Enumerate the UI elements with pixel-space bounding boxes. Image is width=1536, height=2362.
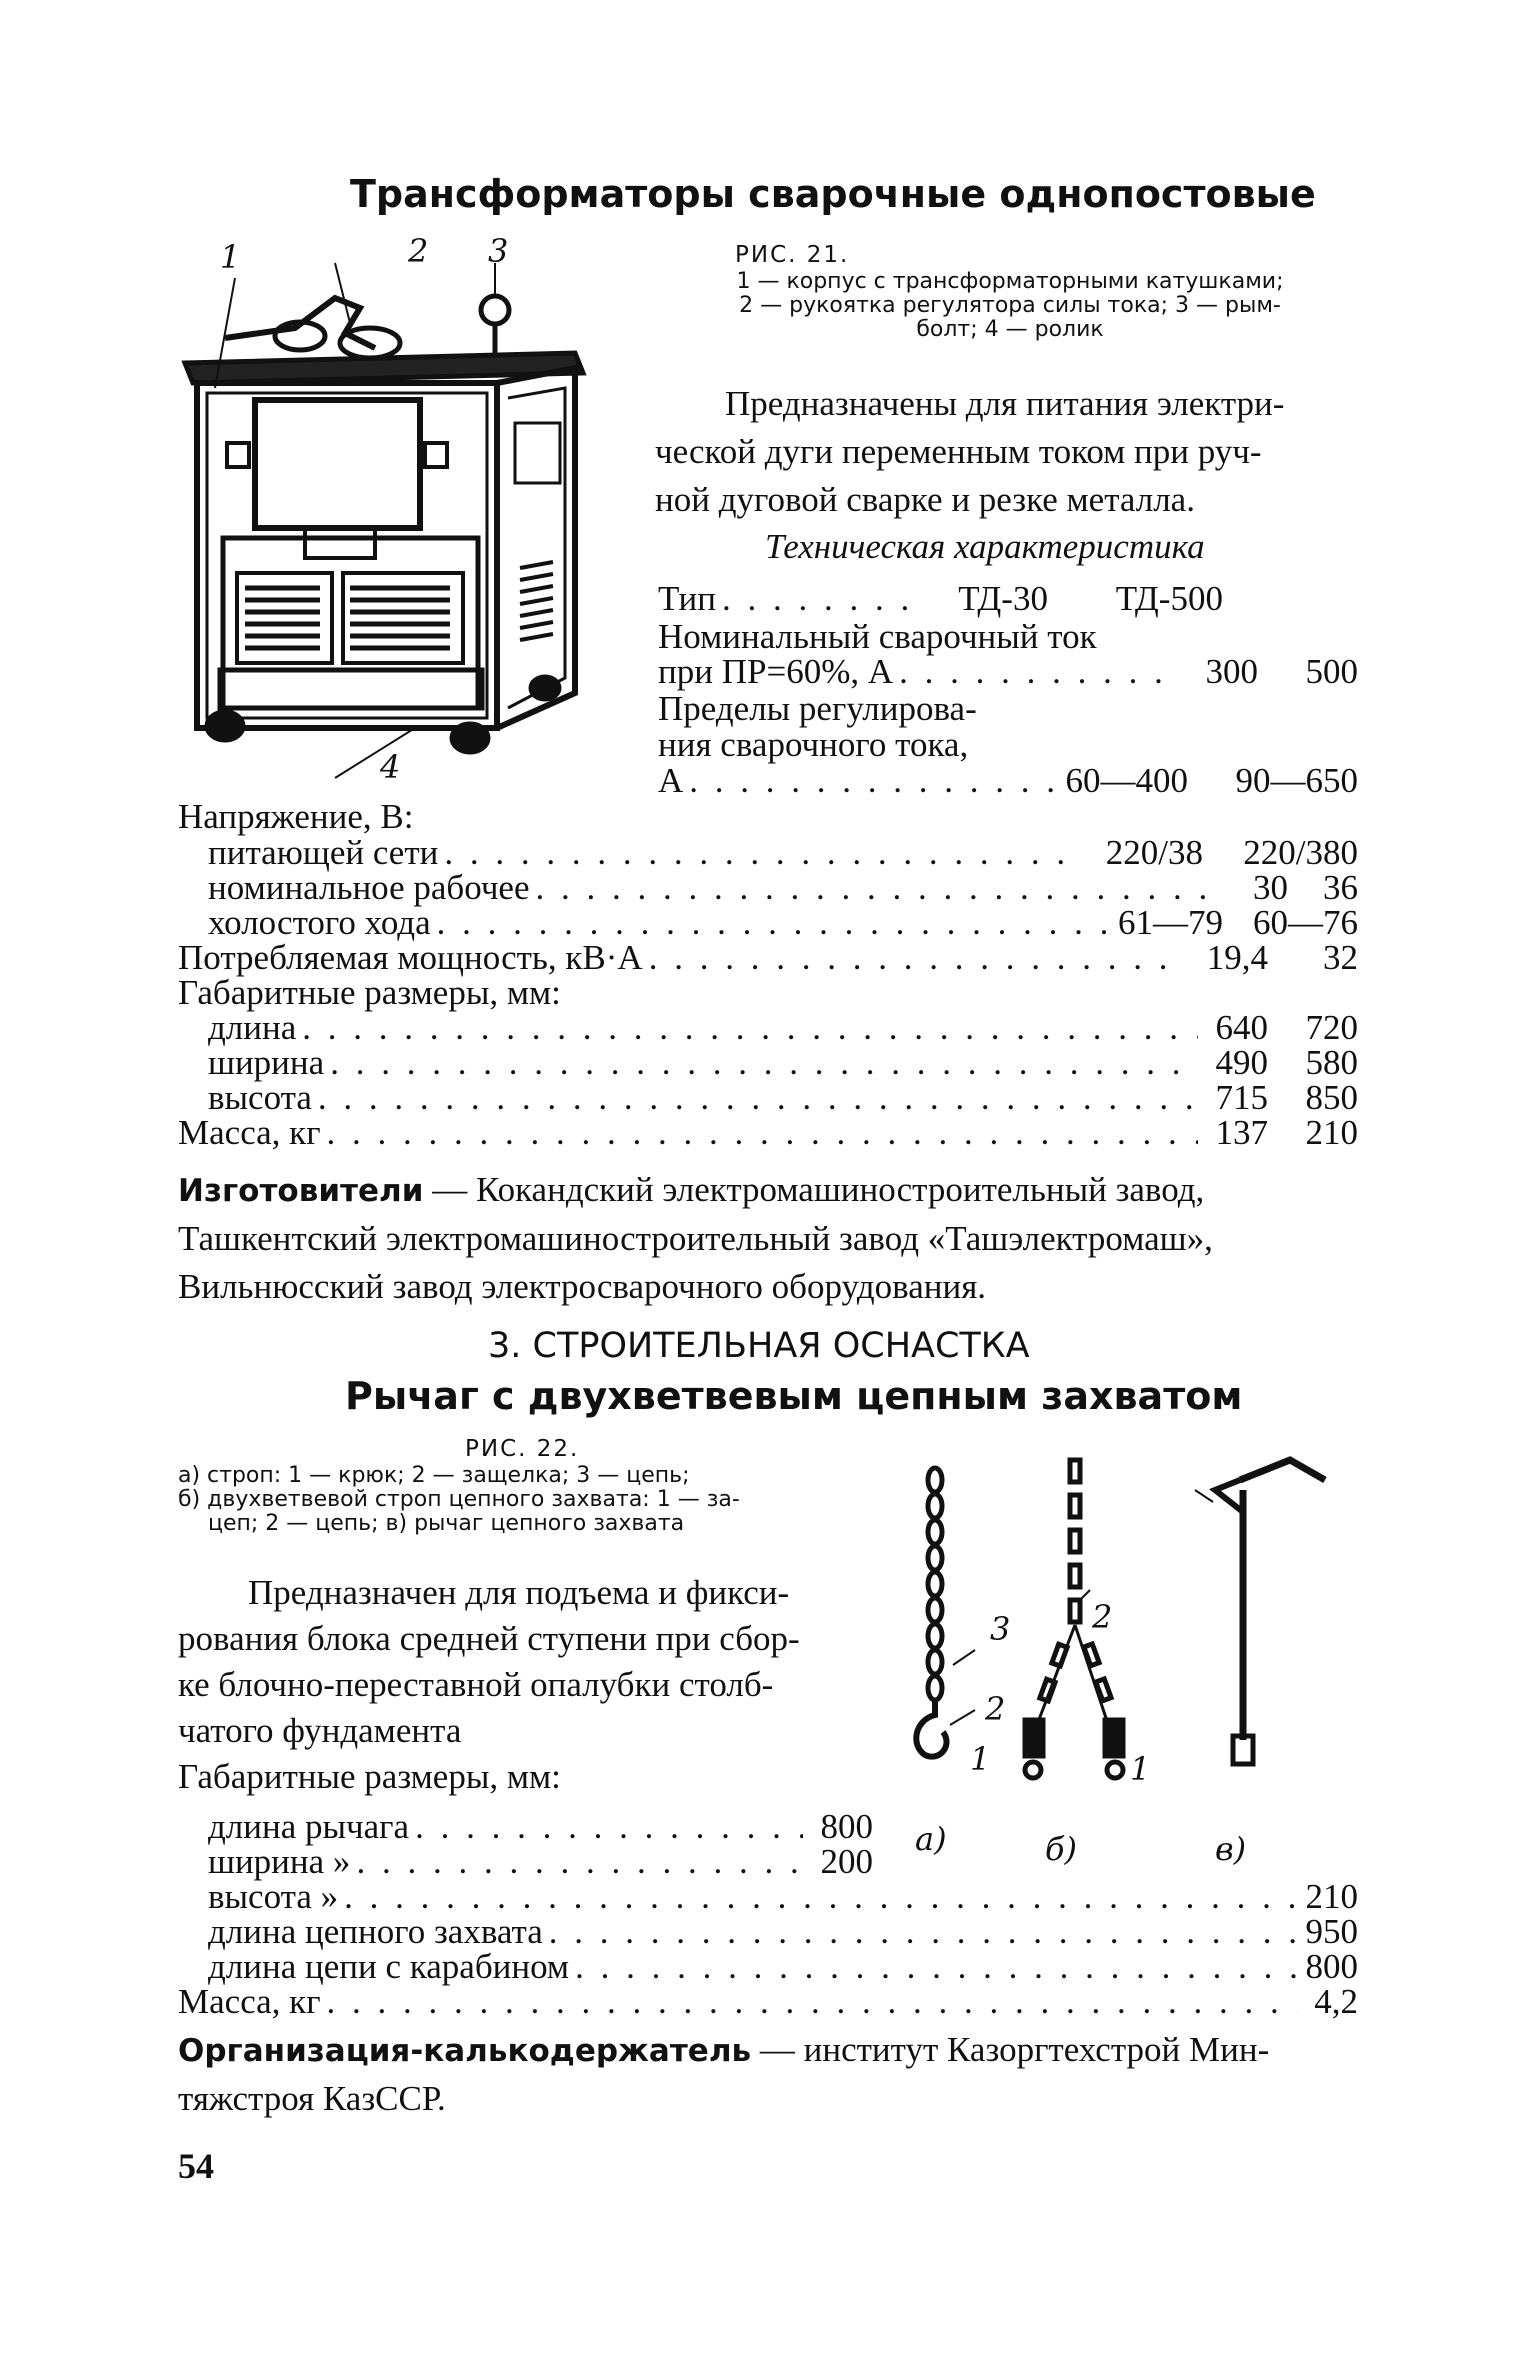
spec-label: высота » — [208, 1877, 339, 1916]
spec-value: 800 — [820, 1807, 873, 1846]
lever-dims-row — [208, 1878, 1358, 1916]
section-heading-construction: 3. СТРОИТЕЛЬНАЯ ОСНАСТКА — [488, 1326, 1030, 1366]
spec-value-td500: 60—76 — [1253, 903, 1358, 942]
dims-row — [208, 1079, 1358, 1117]
spec-row-nominal — [658, 653, 1358, 691]
spec-value-td30: 137 — [1215, 1113, 1268, 1152]
spec-value-td30: 30 — [1253, 868, 1288, 907]
spec-row-type — [658, 580, 1358, 618]
spec-value-td500: 850 — [1305, 1078, 1358, 1117]
chain-sling-and-lever-illustration — [895, 1440, 1335, 1860]
spec-label: ширина » — [208, 1842, 351, 1881]
spec-row — [208, 904, 1358, 942]
description-line: чатого фундамента — [178, 1711, 462, 1750]
lever-description — [178, 1570, 873, 1754]
lever-dims-label: Габаритные размеры, мм: — [178, 1757, 561, 1796]
spec-value: 800 — [1305, 1947, 1358, 1986]
fig22-caption-title: РИС. 22. — [465, 1436, 580, 1462]
description-line: ной дуговой сварке и резке металла. — [655, 480, 1195, 519]
spec-value-td30: 61—79 — [1118, 903, 1223, 942]
spec-value-td500: 32 — [1323, 938, 1358, 977]
spec-label: Потребляемая мощность, кВ·А — [178, 938, 643, 977]
spec-value-td30: 60—400 — [1065, 761, 1188, 800]
spec-label: Тип — [658, 579, 716, 618]
fig22-label-1: 1 — [970, 1740, 991, 1778]
makers-text: Ташкентский электромашиностроительный завод «Ташэлектромаш», — [178, 1219, 1213, 1258]
spec-label: длина — [208, 1008, 297, 1047]
makers-text: — Кокандский электромашиностроительный завод, — [423, 1170, 1205, 1209]
spec-value: 4,2 — [1314, 1982, 1358, 2021]
spec-label: номинальное рабочее — [208, 868, 530, 907]
organization-text: тяжстроя КазССР. — [178, 2079, 446, 2118]
spec-label: холостого хода — [208, 903, 431, 942]
spec-value-td500: 90—650 — [1235, 761, 1358, 800]
fig22-caption-line: цеп; 2 — цепь; в) рычаг цепного захвата — [208, 1511, 685, 1536]
spec-label: при ПР=60%, А — [658, 652, 894, 691]
fig22-caption-line: б) двухветвевой строп цепного захвата: 1 — за- — [178, 1487, 740, 1512]
spec-value-td500: 220/380 — [1243, 833, 1358, 872]
spec-value-td30: 640 — [1215, 1008, 1268, 1047]
spec-range-line1: Пределы регулирова- — [658, 689, 977, 728]
fig22-label-b1: 1 — [1130, 1750, 1151, 1788]
fig21-label-3: 3 — [488, 232, 509, 270]
lever-dims-row — [208, 1843, 873, 1881]
makers-label: Изготовители — [178, 1173, 424, 1209]
organization-text: — институт Казоргтехстрой Мин- — [751, 2030, 1270, 2069]
spec-label: Масса, кг — [178, 1982, 321, 2021]
organization-paragraph — [178, 2026, 1358, 2123]
fig21-caption-text — [655, 270, 1365, 342]
spec-value-td30: 715 — [1215, 1078, 1268, 1117]
dims-row — [208, 1009, 1358, 1047]
fig22-label-c: в) — [1215, 1830, 1247, 1868]
spec-value-td500: 720 — [1305, 1008, 1358, 1047]
spec-value: 200 — [820, 1842, 873, 1881]
fig21-label-4: 4 — [380, 748, 401, 786]
fig21-caption-line: 2 — рукоятка регулятора силы тока; 3 — рым- — [739, 293, 1281, 318]
spec-value-td500: 36 — [1323, 868, 1358, 907]
section-title-transformers: Трансформаторы сварочные однопостовые — [350, 172, 1316, 216]
lever-dims-row — [178, 1983, 1358, 2021]
fig21-caption-line: болт; 4 — ролик — [916, 317, 1104, 342]
lever-dims-row — [208, 1948, 1358, 1986]
fig22-label-2: 2 — [985, 1690, 1006, 1728]
fig22-label-b2: 2 — [1092, 1598, 1113, 1636]
spec-label: А — [658, 761, 684, 800]
spec-value-td30: 220/38 — [1105, 833, 1203, 872]
lever-dims-row — [208, 1913, 1358, 1951]
fig22-caption-text — [178, 1464, 878, 1536]
spec-row-range — [658, 762, 1358, 800]
spec-row — [208, 869, 1358, 907]
spec-label: высота — [208, 1078, 312, 1117]
voltage-label: Напряжение, В: — [178, 797, 414, 836]
spec-label: длина цепного захвата — [208, 1912, 543, 1951]
spec-label: Масса, кг — [178, 1113, 321, 1152]
dims-label: Габаритные размеры, мм: — [178, 973, 561, 1012]
spec-label: ширина — [208, 1043, 325, 1082]
organization-label: Организация-калькодержатель — [178, 2033, 752, 2069]
section-title-lever: Рычаг с двухветвевым цепным захватом — [345, 1374, 1243, 1418]
fig21-label-2: 2 — [408, 232, 429, 270]
page-number: 54 — [178, 2146, 214, 2186]
dims-row — [178, 1114, 1358, 1152]
fig22-label-a: а) — [915, 1820, 947, 1858]
welding-transformer-illustration — [175, 238, 615, 798]
fig21-caption-line: 1 — корпус с трансформаторными катушками; — [736, 269, 1284, 294]
spec-label: питающей сети — [208, 833, 439, 872]
description-line: ческой дуги переменным током при руч- — [655, 432, 1262, 471]
description-line: рования блока средней ступени при сбор- — [178, 1619, 800, 1658]
spec-label: длина рычага — [208, 1807, 410, 1846]
makers-paragraph — [178, 1166, 1358, 1311]
spec-value: 210 — [1305, 1877, 1358, 1916]
spec-value-td30: 490 — [1215, 1043, 1268, 1082]
spec-nominal-line1: Номинальный сварочный ток — [658, 617, 1097, 656]
makers-text: Вильнюсский завод электросварочного оборудования. — [178, 1267, 987, 1306]
description-line: ке блочно-переставной опалубки столб- — [178, 1665, 774, 1704]
lever-dims-row — [208, 1808, 873, 1846]
description-line: Предназначен для подъема и фикси- — [248, 1573, 790, 1612]
spec-value-td500: 500 — [1305, 652, 1358, 691]
spec-value-td30: 19,4 — [1206, 938, 1268, 977]
spec-label: длина цепи с карабином — [208, 1947, 570, 1986]
fig21-caption-title: РИС. 21. — [735, 242, 850, 268]
dims-row — [208, 1044, 1358, 1082]
fig22-caption-line: а) строп: 1 — крюк; 2 — защелка; 3 — цепь; — [178, 1463, 690, 1488]
spec-range-line2: ния сварочного тока, — [658, 725, 969, 764]
spec-value-td500: 580 — [1305, 1043, 1358, 1082]
description-line: Предназначены для питания электри- — [725, 384, 1285, 423]
fig22-label-b: б) — [1045, 1830, 1078, 1868]
fig21-label-1: 1 — [220, 238, 241, 276]
spec-heading: Техническая характеристика — [765, 527, 1205, 566]
spec-value-td500: 210 — [1305, 1113, 1358, 1152]
spec-value-td30: 300 — [1205, 652, 1258, 691]
spec-row — [208, 834, 1358, 872]
transformers-description — [655, 380, 1355, 524]
spec-value-td30: ТД-30 — [958, 579, 1048, 618]
spec-value-td500: ТД-500 — [1115, 579, 1223, 618]
spec-row — [178, 939, 1358, 977]
fig22-label-3: 3 — [990, 1610, 1011, 1648]
spec-value: 950 — [1305, 1912, 1358, 1951]
